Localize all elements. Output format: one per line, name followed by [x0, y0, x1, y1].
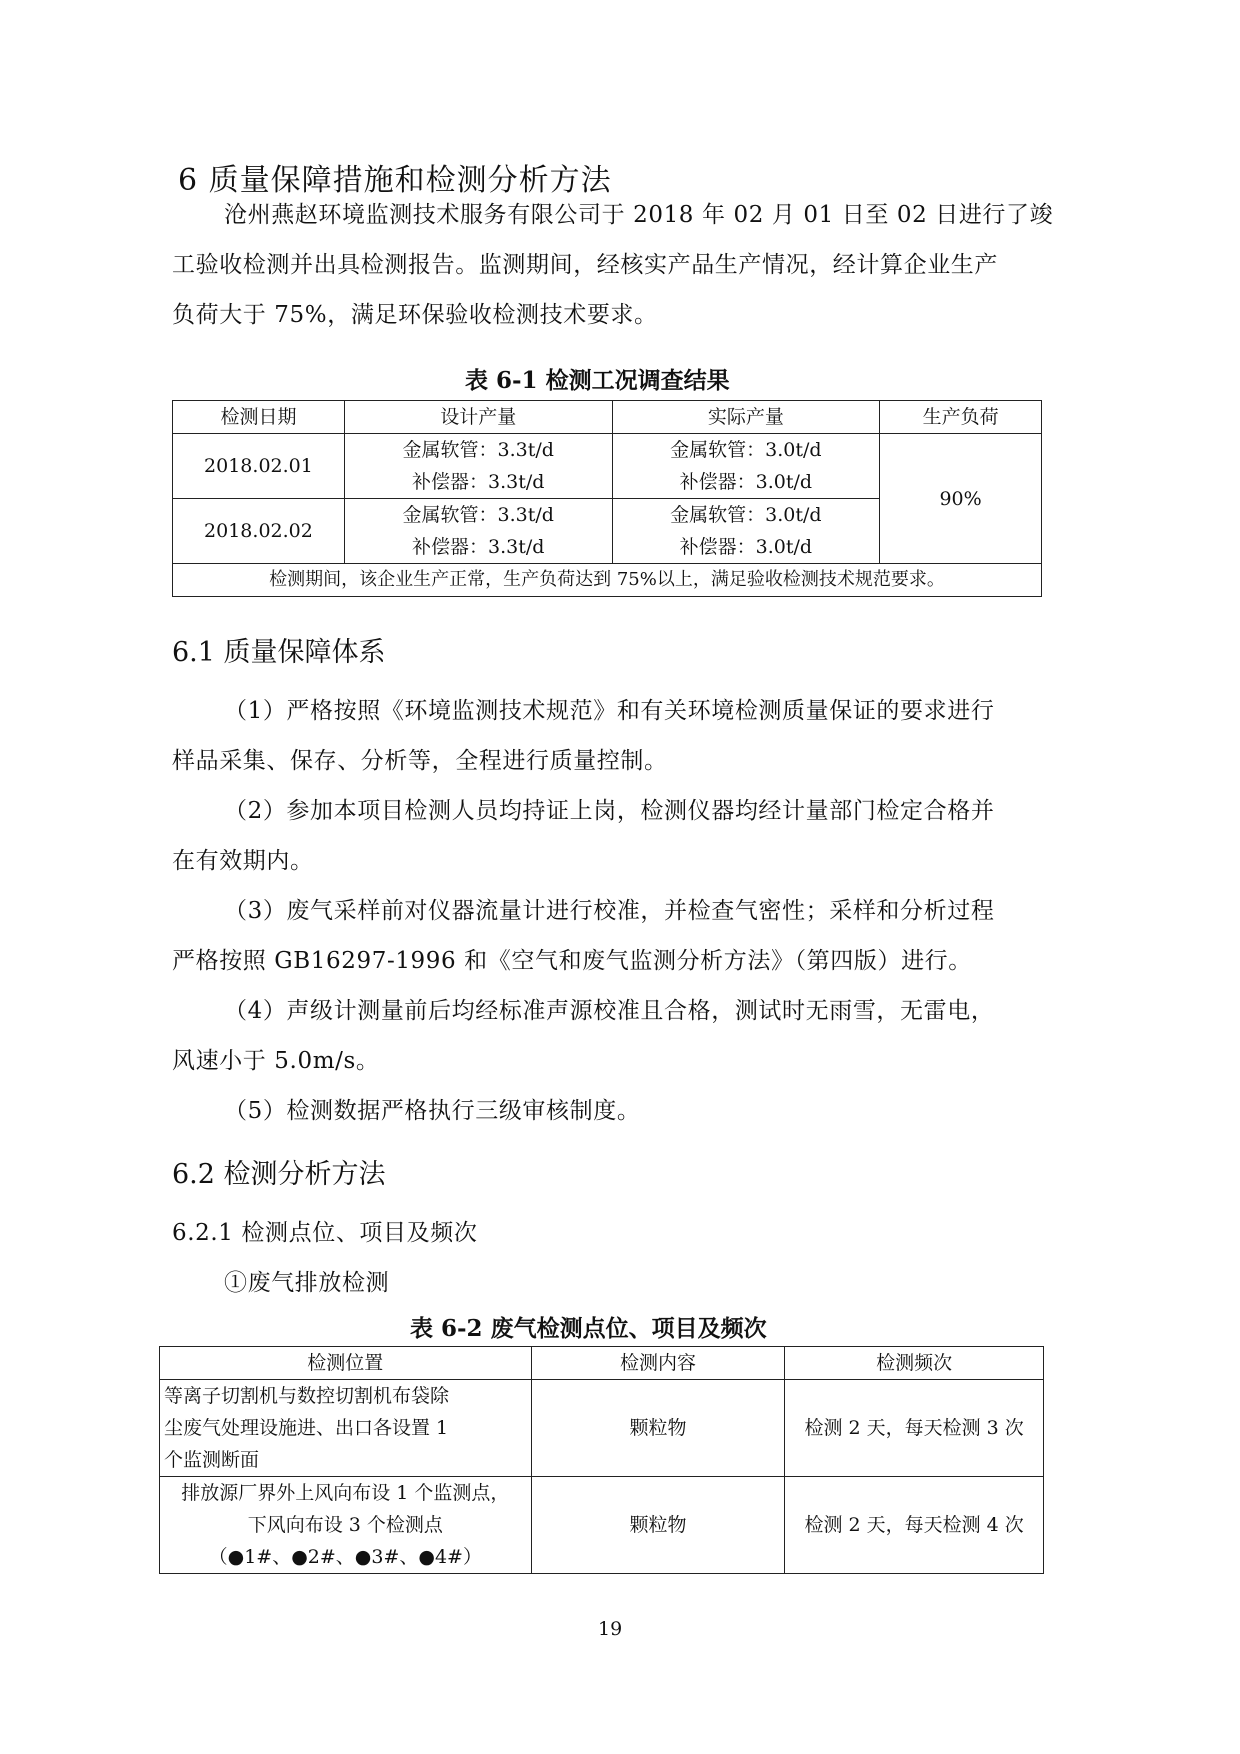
cell-line: 金属软管：3.3t/d	[402, 439, 554, 461]
cell-line: 尘废气处理设施进、出口各设置 1	[164, 1417, 449, 1439]
header-cell: 实际产量	[612, 401, 880, 434]
cell-line: 个监测断面	[164, 1449, 260, 1471]
location-cell	[160, 1477, 532, 1574]
list-item-cont: 样品采集、保存、分析等，全程进行质量控制。	[172, 748, 668, 774]
table-row	[160, 1380, 1044, 1477]
subsection-title: 6.1 质量保障体系	[172, 637, 386, 668]
cell-line: 补偿器：3.0t/d	[679, 536, 813, 558]
list-item: （5）检测数据严格执行三级审核制度。	[224, 1098, 641, 1124]
note-cell: 检测期间，该企业生产正常，生产负荷达到 75%以上，满足验收检测技术规范要求。	[173, 564, 1042, 597]
cell-line: 补偿器：3.3t/d	[412, 536, 545, 558]
header-cell: 设计产量	[344, 401, 612, 434]
cell-line: 金属软管：3.3t/d	[402, 504, 554, 526]
table-row	[173, 434, 1042, 499]
section-title: 6 质量保障措施和检测分析方法	[178, 163, 612, 198]
cell-line: 排放源厂界外上风向布设 1 个监测点，	[181, 1482, 510, 1504]
list-item-cont: 风速小于 5.0m/s。	[172, 1048, 380, 1074]
list-item: （3）废气采样前对仪器流量计进行校准，并检查气密性；采样和分析过程	[224, 898, 995, 924]
header-cell: 检测频次	[785, 1347, 1044, 1380]
table2-caption: 表 6-2 废气检测点位、项目及频次	[410, 1315, 767, 1342]
content-cell: 颗粒物	[531, 1477, 785, 1574]
header-cell: 检测日期	[173, 401, 345, 434]
actual-cell	[612, 499, 880, 564]
cell-line: 补偿器：3.0t/d	[679, 471, 813, 493]
item-label: ①废气排放检测	[224, 1270, 390, 1296]
list-item: （4）声级计测量前后均经标准声源校准且合格，测试时无雨雪，无雷电，	[224, 998, 995, 1024]
header-cell: 检测内容	[531, 1347, 785, 1380]
list-item-cont: 严格按照 GB16297-1996 和《空气和废气监测分析方法》（第四版）进行。	[172, 948, 972, 974]
load-cell: 90%	[880, 434, 1042, 564]
cell-line: 金属软管：3.0t/d	[670, 504, 822, 526]
actual-cell	[612, 434, 880, 499]
table-6-1	[172, 400, 1042, 597]
subsubsection-title: 6.2.1 检测点位、项目及频次	[172, 1220, 478, 1246]
intro-line: 沧州燕赵环境监测技术服务有限公司于 2018 年 02 月 01 日至 02 日进行了竣	[224, 202, 1054, 228]
cell-line: （●1#、●2#、●3#、●4#）	[208, 1546, 482, 1568]
intro-line: 负荷大于 75%，满足环保验收检测技术要求。	[172, 302, 658, 328]
table-header-row	[160, 1347, 1044, 1380]
list-item: （1）严格按照《环境监测技术规范》和有关环境检测质量保证的要求进行	[224, 698, 995, 724]
cell-line: 等离子切割机与数控切割机布袋除	[164, 1385, 450, 1407]
subsection-title: 6.2 检测分析方法	[172, 1159, 386, 1190]
design-cell	[344, 499, 612, 564]
list-item-cont: 在有效期内。	[172, 848, 314, 874]
cell-line: 金属软管：3.0t/d	[670, 439, 822, 461]
table-header-row	[173, 401, 1042, 434]
table-row	[160, 1477, 1044, 1574]
page-number: 19	[598, 1618, 623, 1640]
frequency-cell: 检测 2 天，每天检测 4 次	[785, 1477, 1044, 1574]
intro-line: 工验收检测并出具检测报告。监测期间，经核实产品生产情况，经计算企业生产	[172, 252, 998, 278]
location-cell	[160, 1380, 532, 1477]
quality-list	[172, 686, 1042, 1136]
frequency-cell: 检测 2 天，每天检测 3 次	[785, 1380, 1044, 1477]
table-6-2	[159, 1346, 1044, 1574]
content-cell: 颗粒物	[531, 1380, 785, 1477]
intro-paragraph	[172, 190, 1054, 340]
table1-caption: 表 6-1 检测工况调查结果	[465, 367, 730, 394]
design-cell	[344, 434, 612, 499]
date-cell: 2018.02.01	[173, 434, 345, 499]
header-cell: 检测位置	[160, 1347, 532, 1380]
header-cell: 生产负荷	[880, 401, 1042, 434]
cell-line: 下风向布设 3 个检测点	[247, 1514, 443, 1536]
date-cell: 2018.02.02	[173, 499, 345, 564]
table-note-row	[173, 564, 1042, 597]
subsubsection	[172, 1208, 1042, 1308]
list-item: （2）参加本项目检测人员均持证上岗，检测仪器均经计量部门检定合格并	[224, 798, 995, 824]
cell-line: 补偿器：3.3t/d	[412, 471, 545, 493]
